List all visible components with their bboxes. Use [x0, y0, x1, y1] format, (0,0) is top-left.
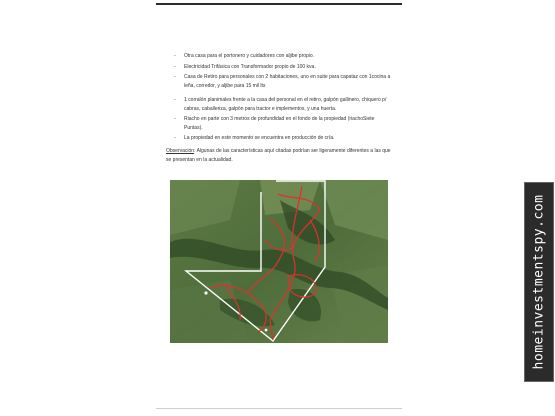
list-item-text: La propiedad en este momento se encuentra en producción de cría. [184, 135, 335, 141]
watermark-banner [524, 182, 554, 382]
list-item-text: 1 corralón planimales frente a la casa del personal en el retiro, galpón gallinero, chiquero p/ cabras, caballeriza, galpón para tractor e implementos, y una huerta. [184, 97, 387, 112]
list-item [174, 73, 394, 90]
observation-note [166, 147, 394, 165]
list-item [174, 96, 394, 113]
top-rule [156, 3, 402, 5]
list-item-text: Riacho en parte con 3 metros de profundidad en el fondo de la propiedad (riachoSiete Puntas). [184, 116, 375, 131]
document-page [156, 0, 402, 416]
observation-text: : Algunas de las características aquí citadas podrían ser ligeramente diferentes a las que se presentan en la actualidad. [166, 148, 391, 163]
observation-label: Observación [166, 148, 195, 154]
bullet-marker: - [174, 135, 176, 141]
list-item [174, 63, 394, 72]
location-marker [204, 291, 207, 294]
feature-list [174, 52, 394, 145]
bullet-marker: - [174, 116, 176, 122]
list-item [174, 115, 394, 132]
bullet-marker: - [174, 74, 176, 80]
list-item [174, 52, 394, 61]
satellite-map-image [170, 180, 388, 343]
bullet-marker: - [174, 63, 176, 70]
bullet-marker: - [174, 97, 176, 103]
list-item-text: Electricidad Trifásica con Transformador propio de 100 kva. [184, 63, 316, 70]
list-item-text: Casa de Retiro para personales con 2 habitaciones, uno en suite para capataz con 1cocina a leña, corredor, y aljibe para 15 mil lts [184, 74, 391, 89]
bullet-marker: - [174, 53, 176, 59]
list-item-text: Otra casa para el portonero y cuidadores con aljibe propio. [184, 53, 315, 59]
watermark-text: homeinvestmentspy.com [531, 194, 547, 370]
location-marker [265, 329, 268, 332]
satellite-map-svg [170, 180, 388, 343]
bottom-rule [156, 408, 402, 409]
list-item [174, 134, 394, 143]
